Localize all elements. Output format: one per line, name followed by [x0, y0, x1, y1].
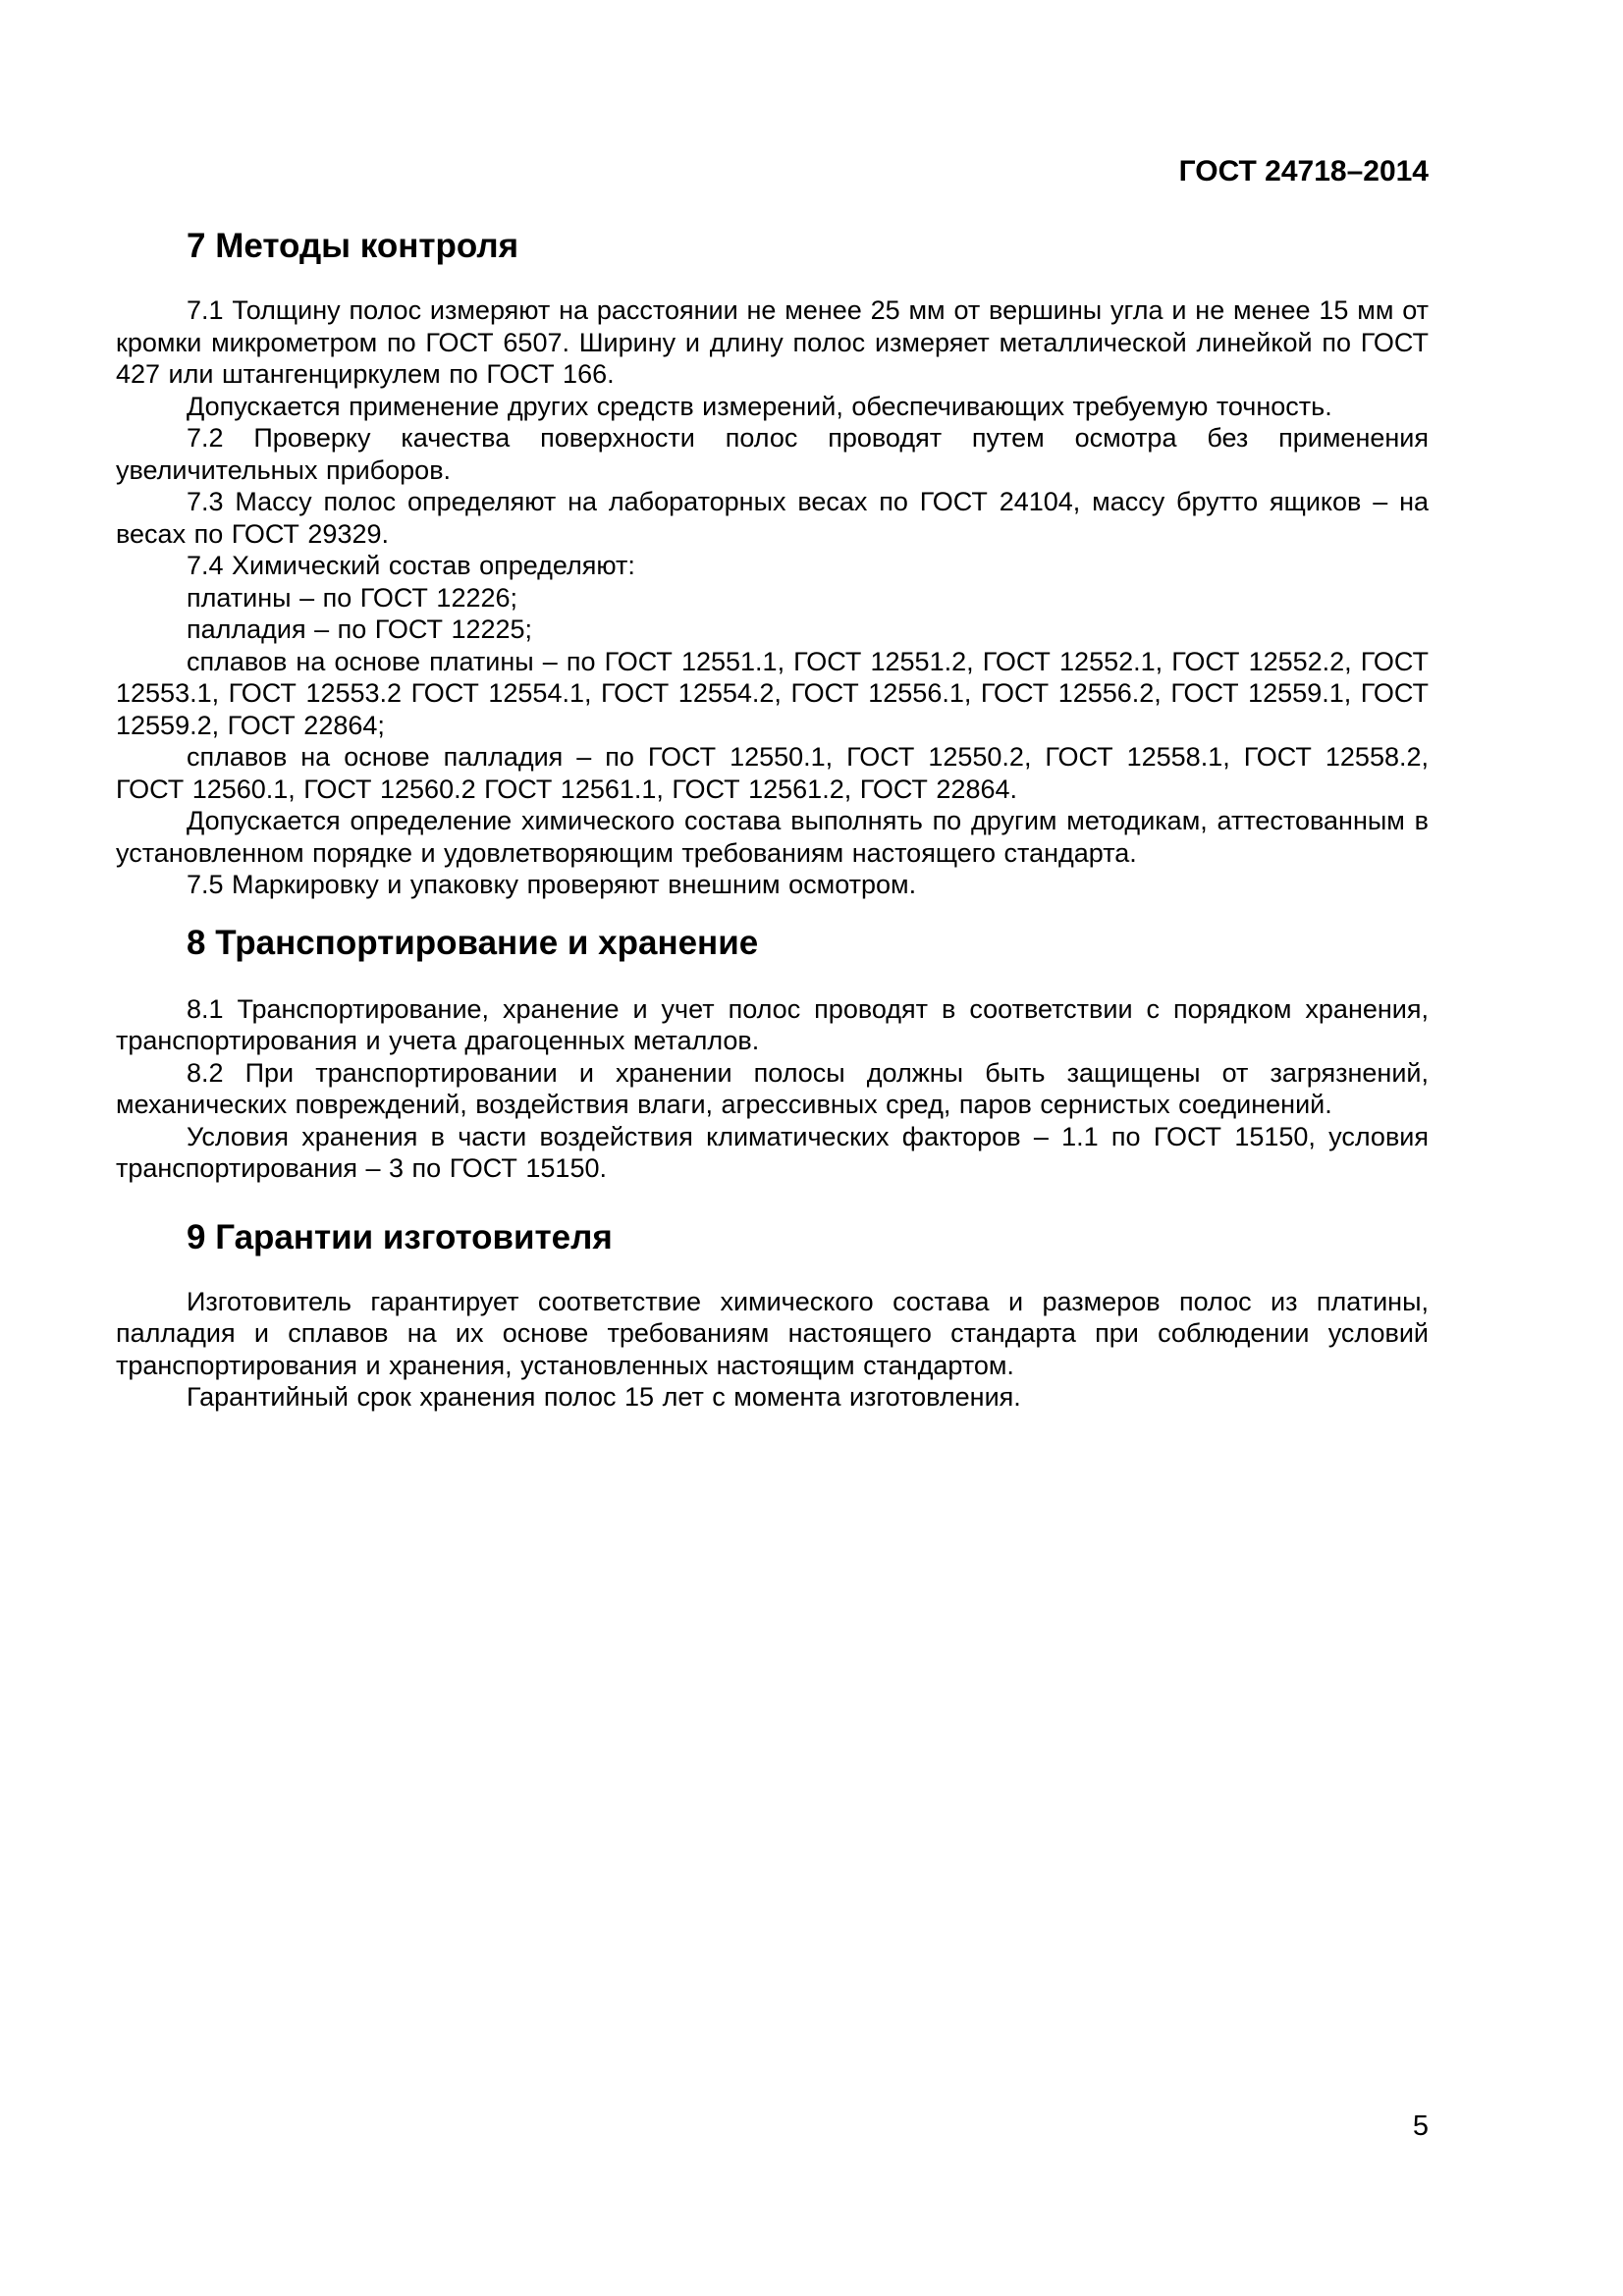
paragraph-7-4-platinum: платины – по ГОСТ 12226; — [187, 582, 518, 613]
paragraph-7-4-palladium: палладия – по ГОСТ 12225; — [187, 614, 533, 644]
paragraph-8-1: 8.1 Транспортирование, хранение и учет полос проводят в соответствии с порядком хранения, транспортирования и учета драгоценных металлов. — [116, 993, 1429, 1055]
paragraph-7-2: 7.2 Проверку качества поверхности полос проводят путем осмотра без применения увеличительных приборов. — [116, 423, 1429, 485]
paragraph-7-4-note: Допускается определение химического состава выполнять по другим методикам, аттестованным в установленном порядке и удовлетворяющим требованиям настоящего стандарта. — [116, 806, 1429, 868]
paragraph-7-3: 7.3 Массу полос определяют на лабораторных весах по ГОСТ 24104, массу брутто ящиков – на весах по ГОСТ 29329. — [116, 487, 1429, 549]
paragraph-9-1: Изготовитель гарантирует соответствие химического состава и размеров полос из платины, палладия и сплавов на их основе требованиям настоящего стандарта при соблюдении условий транспортирования и хранения, установленных настоящим стандартом. — [116, 1286, 1429, 1380]
doc-code-header: ГОСТ 24718–2014 — [1178, 155, 1429, 187]
document-content — [116, 0, 1429, 1414]
paragraph-7-1: 7.1 Толщину полос измеряют на расстоянии не менее 25 мм от вершины угла и не менее 15 мм от кромки микрометром по ГОСТ 6507. Ширину и длину полос измеряет металлической линейкой по ГОСТ 427 или штангенциркулем по ГОСТ 166. — [116, 295, 1429, 389]
paragraph-7-1-note: Допускается применение других средств измерений, обеспечивающих требуемую точность. — [187, 391, 1332, 421]
paragraph-9-2: Гарантийный срок хранения полос 15 лет с момента изготовления. — [187, 1382, 1021, 1412]
page-number: 5 — [1412, 2110, 1429, 2142]
paragraph-7-4-platinum-alloys: сплавов на основе платины – по ГОСТ 12551.1, ГОСТ 12551.2, ГОСТ 12552.1, ГОСТ 12552.2, ГОСТ 12553.1, ГОСТ 12553.2 ГОСТ 12554.1, ГОСТ 12554.2, ГОСТ 12556.1, ГОСТ 12556.2, ГОСТ 12559.1, ГОСТ 12559.2, ГОСТ 22864; — [116, 646, 1429, 740]
section-8-heading: 8 Транспортирование и хранение — [187, 923, 759, 962]
section-9-heading: 9 Гарантии изготовителя — [187, 1217, 613, 1256]
paragraph-8-2: 8.2 При транспортировании и хранении полосы должны быть защищены от загрязнений, механических повреждений, воздействия влаги, агрессивных сред, паров сернистых соединений. — [116, 1057, 1429, 1119]
section-7-heading: 7 Методы контроля — [187, 227, 519, 265]
paragraph-7-4: 7.4 Химический состав определяют: — [187, 551, 635, 580]
paragraph-7-4-palladium-alloys: сплавов на основе палладия – по ГОСТ 12550.1, ГОСТ 12550.2, ГОСТ 12558.1, ГОСТ 12558.2, ГОСТ 12560.1, ГОСТ 12560.2 ГОСТ 12561.1, ГОСТ 12561.2, ГОСТ 22864. — [116, 742, 1429, 804]
paragraph-8-2-note: Условия хранения в части воздействия климатических факторов – 1.1 по ГОСТ 15150, условия транспортирования – 3 по ГОСТ 15150. — [116, 1121, 1429, 1183]
paragraph-7-5: 7.5 Маркировку и упаковку проверяют внешним осмотром. — [187, 870, 917, 899]
